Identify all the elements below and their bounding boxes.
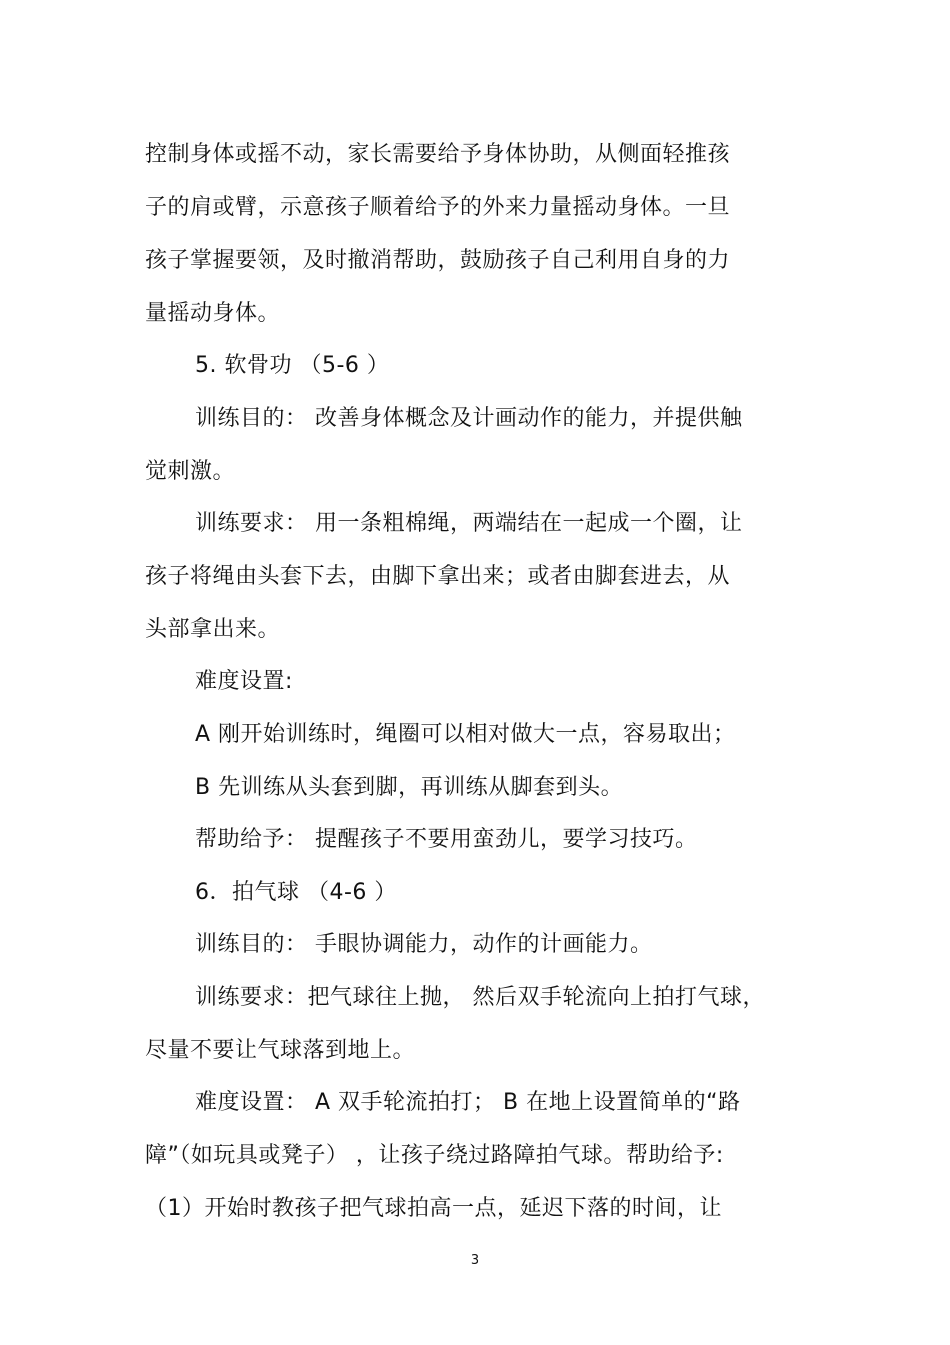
text-line: 子的肩或臂，示意孩子顺着给予的外来力量摇动身体。一旦 — [145, 195, 731, 220]
text-line: 孩子掌握要领，及时撤消帮助，鼓励孩子自己利用自身的力 — [145, 248, 731, 273]
text-line: 觉刺激。 — [145, 459, 236, 484]
text-line: 控制身体或摇不动，家长需要给予身体协助，从侧面轻推孩 — [145, 142, 731, 167]
text-line: 量摇动身体。 — [145, 301, 281, 326]
text-line: 难度设置： A 双手轮流拍打； B 在地上设置简单的“路 — [195, 1090, 741, 1115]
page-number: 3 — [470, 1253, 480, 1268]
text-line: 孩子将绳由头套下去，由脚下拿出来；或者由脚套进去，从 — [145, 564, 731, 589]
text-line: 训练目的： 改善身体概念及计画动作的能力，并提供触 — [195, 406, 743, 431]
text-line: 头部拿出来。 — [145, 617, 281, 642]
text-line: 训练目的： 手眼协调能力，动作的计画能力。 — [195, 932, 653, 957]
section-heading: 6．拍气球 （4-6 ） — [195, 880, 397, 905]
text-line: B 先训练从头套到脚，再训练从脚套到头。 — [195, 775, 624, 800]
text-line: 训练要求： 用一条粗棉绳，两端结在一起成一个圈，让 — [195, 511, 743, 536]
text-line: （1）开始时教孩子把气球拍高一点，延迟下落的时间，让 — [145, 1196, 722, 1221]
text-line: A 刚开始训练时，绳圈可以相对做大一点，容易取出； — [195, 722, 736, 747]
text-line: 尽量不要让气球落到地上。 — [145, 1038, 416, 1063]
section-heading: 5. 软骨功 （5-6 ） — [195, 353, 390, 378]
text-line: 帮助给予： 提醒孩子不要用蛮劲儿，要学习技巧。 — [195, 827, 698, 852]
text-line: 障”（如玩具或凳子） ，让孩子绕过路障拍气球。帮助给予: — [145, 1143, 724, 1168]
text-line: 难度设置: — [195, 669, 293, 694]
text-line: 训练要求：把气球往上抛， 然后双手轮流向上拍打气球， — [195, 985, 765, 1010]
